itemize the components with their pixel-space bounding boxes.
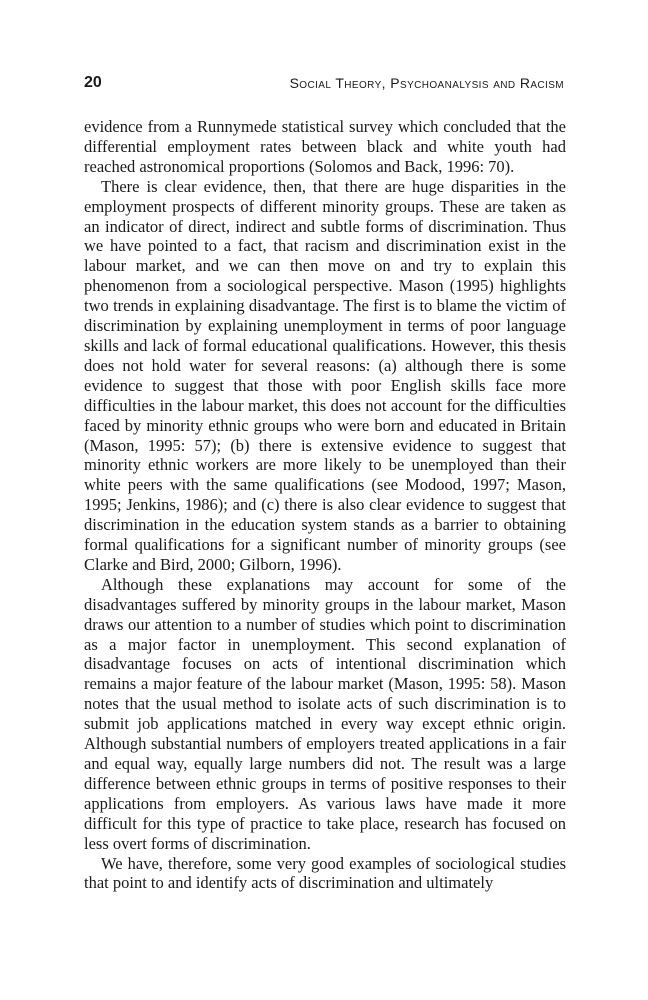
running-head: Social Theory, Psychoanalysis and Racism — [289, 75, 564, 91]
body-text — [84, 117, 566, 893]
paragraph: There is clear evidence, then, that there are huge disparities in the employment prospects of different minority groups. These are taken as an indicator of direct, indirect and subtle forms of discrimination. Thus we have pointed to a fact, that racism and discrimination exist in the labour market, and we can then move on and try to explain this phenomenon from a sociological perspective. Mason (1995) highlights two trends in explaining disadvantage. The first is to blame the victim of discrimination by explaining unemployment in terms of poor language skills and lack of formal educational qualifications. However, this thesis does not hold water for several reasons: (a) although there is some evidence to suggest that those with poor English skills face more difficulties in the labour market, this does not account for the difficulties faced by minority ethnic groups who were born and educated in Britain (Mason, 1995: 57); (b) there is extensive evidence to suggest that minority ethnic workers are more likely to be unemployed than their white peers with the same qualifications (see Modood, 1997; Mason, 1995; Jenkins, 1986); and (c) there is also clear evidence to suggest that discrimination in the education system stands as a barrier to obtaining formal qualifications for a significant number of minority groups (see Clarke and Bird, 2000; Gilborn, 1996). — [84, 176, 566, 574]
paragraph: evidence from a Runnymede statistical survey which concluded that the differential employment rates between black and white youth had reached astronomical proportions (Solomos and Back, 1996: 70). — [84, 117, 566, 176]
paragraph: Although these explanations may account for some of the disadvantages suffered by minority groups in the labour market, Mason draws our attention to a number of studies which point to discrimination as a major factor in unemployment. This second explanation of disadvantage focuses on acts of intentional discrimination which remains a major feature of the labour market (Mason, 1995: 58). Mason notes that the usual method to isolate acts of such discrimination is to submit job applications matched in every way except ethnic origin. Although substantial numbers of employers treated applications in a fair and equal way, equally large numbers did not. The result was a large difference between ethnic groups in terms of positive responses to their applications from employers. As various laws have made it more difficult for this type of practice to take place, research has focused on less overt forms of discrimination. — [84, 574, 566, 853]
page-header — [84, 74, 564, 98]
page-number: 20 — [84, 74, 102, 91]
paragraph: We have, therefore, some very good examples of sociological studies that point to and identify acts of discrimination and ultimately — [84, 853, 566, 893]
